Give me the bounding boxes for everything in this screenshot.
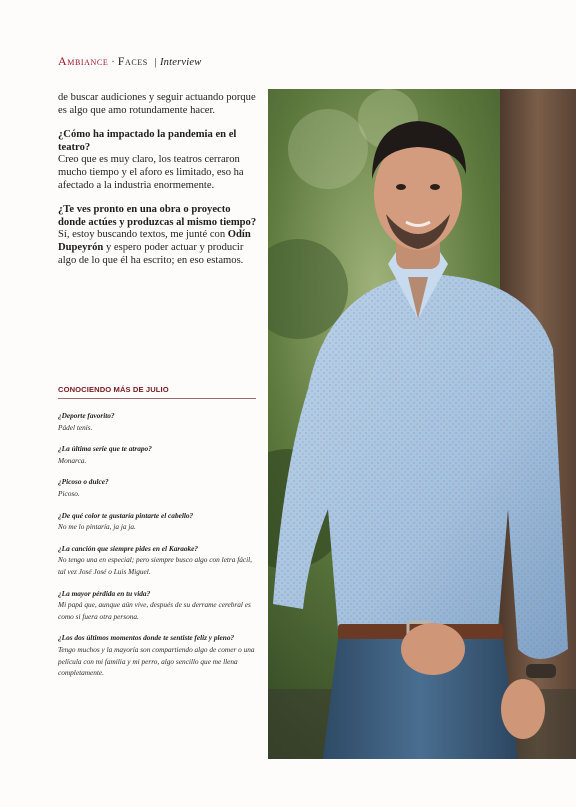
portrait-photo xyxy=(268,89,576,759)
answer-project-part2: y espero poder actuar y producir algo de lo que él ha escrito; en eso estamos. xyxy=(58,241,244,266)
sidebar-question: ¿La canción que siempre pides en el Karaoke? xyxy=(58,543,199,553)
intro-paragraph: de buscar audiciones y seguir actuando porque es algo que amo rotundamente hacer. xyxy=(58,92,256,116)
article-body xyxy=(58,92,258,279)
header-separator: · xyxy=(111,57,115,68)
sidebar-question: ¿Picoso o dulce? xyxy=(58,477,109,487)
sidebar-answer: Monarca. xyxy=(58,455,87,465)
sidebar-item xyxy=(58,588,258,623)
sidebar-item xyxy=(58,632,258,678)
sidebar-question: ¿La mayor pérdida en tu vida? xyxy=(58,588,151,598)
sidebar-list xyxy=(58,410,258,689)
answer-pandemic: Creo que es muy claro, los teatros cerraron mucho tiempo y el aforo es limitado, eso ha afectado a la industria enormemente. xyxy=(58,154,244,191)
sidebar-answer: Tengo muchos y la mayoría son compartiendo algo de comer o una película con mi familia y mi perro, algo sencillo que me llena completamente. xyxy=(58,644,255,678)
sidebar-answer: No me lo pintaría, ja ja ja. xyxy=(58,522,136,532)
sidebar-question: ¿Los dos últimos momentos donde te sentiste feliz y pleno? xyxy=(58,633,235,643)
sidebar-answer: Mi papá que, aunque aún vive, después de su derrame cerebral es como si fuera otra persona. xyxy=(58,600,251,621)
question-project: ¿Te ves pronto en una obra o proyecto donde actúes y produzcas al mismo tiempo? xyxy=(58,204,257,228)
sidebar-item xyxy=(58,443,258,466)
sidebar-question: ¿La última serie que te atrapo? xyxy=(58,444,152,454)
section-faces: Faces xyxy=(117,54,148,68)
sidebar-item xyxy=(58,543,258,578)
answer-project xyxy=(58,229,258,267)
header-bar: | xyxy=(154,57,157,68)
sidebar-answer: No tengo una en especial; pero siempre busco algo con letra fácil, tal vez José José o Luis Miguel. xyxy=(58,555,253,576)
question-pandemic: ¿Cómo ha impactado la pandemia en el teatro? xyxy=(58,129,237,153)
sidebar-title: CONOCIENDO MÁS DE JULIO xyxy=(58,385,256,399)
running-header xyxy=(58,54,201,69)
sidebar-item xyxy=(58,476,258,499)
answer-project-name: Odín Dupeyrón xyxy=(58,229,251,253)
answer-project-part1: Sí, estoy buscando textos, me junté con xyxy=(58,229,228,241)
section-interview: Interview xyxy=(159,57,202,68)
sidebar-answer: Pádel tenis. xyxy=(58,422,93,432)
portrait-illustration xyxy=(268,89,576,759)
sidebar-question: ¿De qué color te gustaría pintarte el cabello? xyxy=(58,510,194,520)
magazine-brand: Ambiance xyxy=(58,54,109,68)
sidebar-answer: Picoso. xyxy=(58,488,80,498)
sidebar-item xyxy=(58,410,258,433)
sidebar-item xyxy=(58,510,258,533)
sidebar-question: ¿Deporte favorito? xyxy=(58,411,115,420)
